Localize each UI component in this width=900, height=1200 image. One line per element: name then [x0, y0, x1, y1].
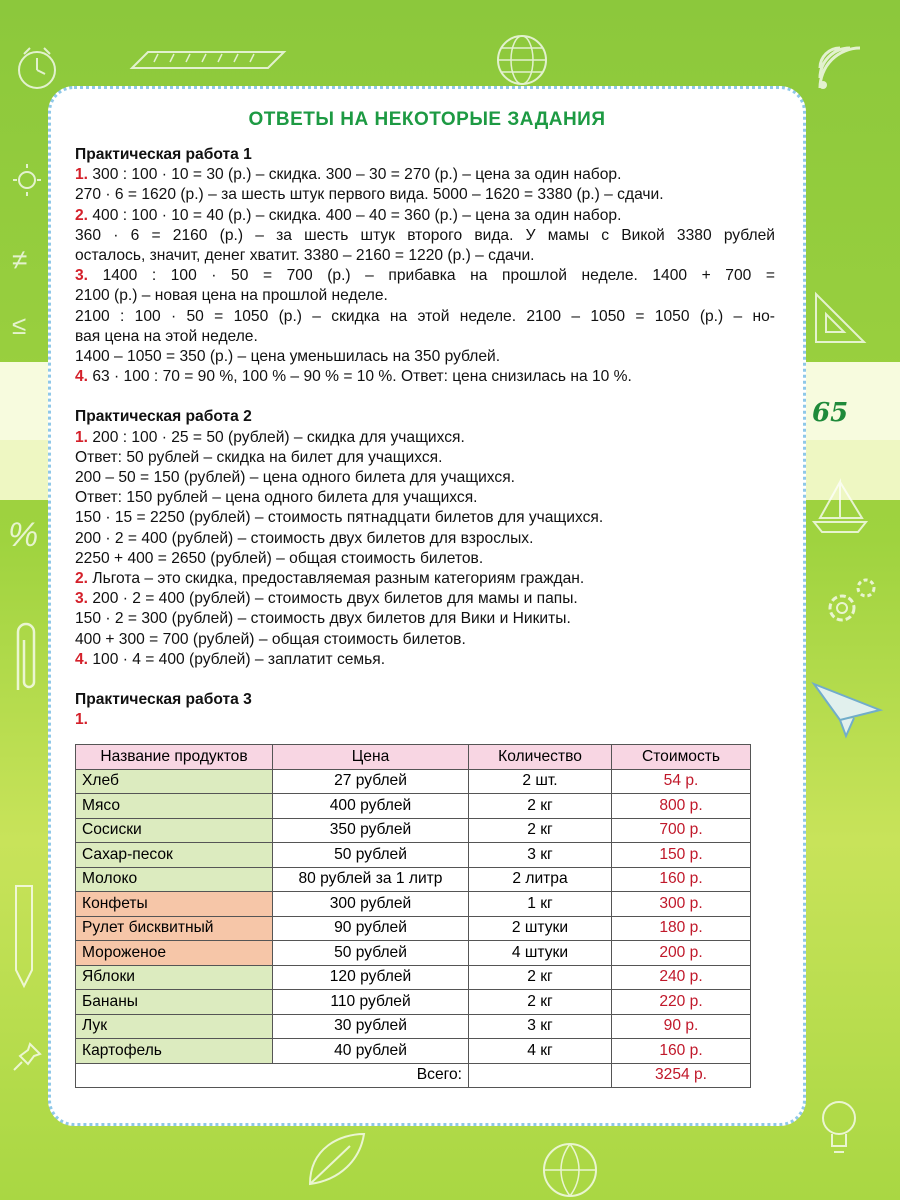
answer-line	[75, 165, 775, 185]
price-cell: 80 рублей за 1 литр	[273, 867, 469, 892]
quantity-cell: 2 кг	[469, 990, 612, 1015]
total-value: 3254 р.	[612, 1063, 751, 1088]
price-cell: 50 рублей	[273, 941, 469, 966]
header-cost: Стоимость	[612, 745, 751, 770]
answer-line	[75, 185, 775, 205]
answer-line	[75, 529, 775, 549]
cost-cell: 180 р.	[612, 916, 751, 941]
quantity-cell: 1 кг	[469, 892, 612, 917]
product-name-cell: Конфеты	[76, 892, 273, 917]
answer-line	[75, 307, 775, 327]
answer-text: 400 : 100 · 10 = 40 (р.) – скидка. 400 – 40 = 360 (р.) – цена за один набор.	[88, 206, 622, 224]
answer-text: 400 + 300 = 700 (рублей) – общая стоимость билетов.	[75, 630, 466, 648]
triangle-icon	[810, 288, 870, 348]
cost-cell: 220 р.	[612, 990, 751, 1015]
answer-text: 270 · 6 = 1620 (р.) – за шесть штук первого вида. 5000 – 1620 = 3380 (р.) – сдачи.	[75, 186, 664, 204]
answer-text: 2100 : 100 · 50 = 1050 (р.) – скидка на этой неделе. 2100 – 1050 = 1050 (р.) – но-	[75, 307, 775, 325]
not-equal-symbol: ≠	[12, 244, 28, 275]
answer-text: 100 · 4 = 400 (рублей) – заплатит семья.	[88, 650, 386, 668]
quantity-cell: 2 шт.	[469, 769, 612, 794]
answer-line	[75, 569, 775, 589]
answer-line	[75, 508, 775, 528]
price-cell: 30 рублей	[273, 1014, 469, 1039]
table-row	[76, 892, 751, 917]
product-name-cell: Сахар-песок	[76, 843, 273, 868]
percent-symbol: %	[8, 516, 39, 554]
quantity-cell: 2 литра	[469, 867, 612, 892]
answer-line	[75, 327, 775, 347]
price-cell: 300 рублей	[273, 892, 469, 917]
task-number: 4.	[75, 368, 89, 386]
cost-cell: 90 р.	[612, 1014, 751, 1039]
table-header-row	[76, 745, 751, 770]
wifi-icon	[812, 40, 868, 96]
product-name-cell: Сосиски	[76, 818, 273, 843]
answer-text: Льгота – это скидка, предоставляемая разным категориям граждан.	[88, 570, 585, 588]
section-title: Практическая работа 2	[75, 408, 252, 426]
quantity-cell: 2 штуки	[469, 916, 612, 941]
page-number: 65	[812, 398, 849, 428]
paper-plane-icon	[810, 680, 884, 740]
answer-text: 360 · 6 = 2160 (р.) – за шесть штук второго вида. У мамы с Викой 3380 рублей	[75, 226, 775, 244]
answer-text: 2100 (р.) – новая цена на прошлой неделе.	[75, 287, 388, 305]
product-name-cell: Бананы	[76, 990, 273, 1015]
quantity-cell: 3 кг	[469, 843, 612, 868]
answer-text: 1400 : 100 · 50 = 700 (р.) – прибавка на прошлой неделе. 1400 + 700 =	[88, 267, 775, 285]
answer-text: осталось, значит, денег хватит. 3380 – 2160 = 1220 (р.) – сдачи.	[75, 247, 535, 265]
less-equal-symbol: ≤	[12, 310, 27, 340]
task-number: 1.	[75, 711, 89, 729]
gear-icon	[818, 572, 882, 636]
answer-text: 200 : 100 · 25 = 50 (рублей) – скидка для учащихся.	[88, 428, 465, 446]
price-cell: 120 рублей	[273, 965, 469, 990]
cost-cell: 54 р.	[612, 769, 751, 794]
answer-text: Ответ: 150 рублей – цена одного билета для учащихся.	[75, 489, 478, 507]
answer-line	[75, 609, 775, 629]
table-row	[76, 941, 751, 966]
answer-line	[75, 468, 775, 488]
table-row	[76, 794, 751, 819]
answer-text: 200 · 2 = 400 (рублей) – стоимость двух билетов для мамы и папы.	[88, 590, 578, 608]
table-row	[76, 867, 751, 892]
answer-line	[75, 650, 775, 670]
boat-icon	[808, 478, 872, 538]
answer-line	[75, 266, 775, 286]
sun-icon	[10, 160, 44, 200]
price-cell: 110 рублей	[273, 990, 469, 1015]
table-total-row	[76, 1063, 751, 1088]
globe-icon	[494, 32, 550, 88]
answer-line	[75, 549, 775, 569]
price-cell: 90 рублей	[273, 916, 469, 941]
product-name-cell: Рулет бисквитный	[76, 916, 273, 941]
price-cell: 40 рублей	[273, 1039, 469, 1064]
cost-cell: 160 р.	[612, 1039, 751, 1064]
answers-content	[75, 145, 775, 730]
price-cell: 27 рублей	[273, 769, 469, 794]
pushpin-icon	[10, 1040, 44, 1074]
cost-cell: 160 р.	[612, 867, 751, 892]
section-gap	[75, 670, 775, 690]
table-body	[76, 769, 751, 1063]
task-number: 1.	[75, 166, 89, 184]
answer-line	[75, 448, 775, 468]
products-table	[75, 744, 751, 1088]
ruler-icon	[128, 48, 288, 74]
section-title: Практическая работа 3	[75, 691, 252, 709]
task-number: 1.	[75, 428, 89, 446]
answer-text: 300 : 100 · 10 = 30 (р.) – скидка. 300 – 30 = 270 (р.) – цена за один набор.	[88, 166, 622, 184]
answer-line	[75, 246, 775, 266]
answer-line	[75, 226, 775, 246]
lightbulb-icon	[814, 1094, 864, 1160]
product-name-cell: Яблоки	[76, 965, 273, 990]
leaf-icon	[300, 1128, 370, 1188]
ball-icon	[540, 1140, 600, 1200]
table-row	[76, 818, 751, 843]
product-name-cell: Мясо	[76, 794, 273, 819]
section-title: Практическая работа 1	[75, 146, 252, 163]
section-gap	[75, 387, 775, 407]
header-price: Цена	[273, 745, 469, 770]
task-number: 3.	[75, 267, 89, 285]
product-name-cell: Мороженое	[76, 941, 273, 966]
answer-line	[75, 206, 775, 226]
answer-text: 200 · 2 = 400 (рублей) – стоимость двух билетов для взрослых.	[75, 529, 534, 547]
cost-cell: 240 р.	[612, 965, 751, 990]
answer-line	[75, 630, 775, 650]
answer-text: 150 · 15 = 2250 (рублей) – стоимость пятнадцати билетов для учащихся.	[75, 509, 604, 527]
answer-text: вая цена на этой неделе.	[75, 327, 258, 345]
price-cell: 50 рублей	[273, 843, 469, 868]
pencil-icon	[6, 880, 42, 990]
answer-text: Ответ: 50 рублей – скидка на билет для учащихся.	[75, 448, 443, 466]
cost-cell: 150 р.	[612, 843, 751, 868]
price-cell: 350 рублей	[273, 818, 469, 843]
quantity-cell: 4 штуки	[469, 941, 612, 966]
task-number: 2.	[75, 570, 89, 588]
task-number: 4.	[75, 650, 89, 668]
quantity-cell: 2 кг	[469, 794, 612, 819]
table-row	[76, 843, 751, 868]
table-row	[76, 916, 751, 941]
answer-text: 63 · 100 : 70 = 90 %, 100 % – 90 % = 10 %. Ответ: цена снизилась на 10 %.	[88, 368, 632, 386]
product-name-cell: Молоко	[76, 867, 273, 892]
answer-line	[75, 488, 775, 508]
table-row	[76, 1039, 751, 1064]
quantity-cell: 2 кг	[469, 818, 612, 843]
table-row	[76, 990, 751, 1015]
header-name: Название продуктов	[76, 745, 273, 770]
quantity-cell: 3 кг	[469, 1014, 612, 1039]
cost-cell: 300 р.	[612, 892, 751, 917]
product-name-cell: Картофель	[76, 1039, 273, 1064]
answer-text: 2250 + 400 = 2650 (рублей) – общая стоимость билетов.	[75, 549, 484, 567]
cost-cell: 800 р.	[612, 794, 751, 819]
price-cell: 400 рублей	[273, 794, 469, 819]
table-row	[76, 769, 751, 794]
answer-line	[75, 589, 775, 609]
answer-line	[75, 347, 775, 367]
table-row	[76, 1014, 751, 1039]
total-empty-cell	[469, 1063, 612, 1088]
task-number: 3.	[75, 590, 89, 608]
answers-card	[48, 86, 806, 1126]
answer-text: 1400 – 1050 = 350 (р.) – цена уменьшилась на 350 рублей.	[75, 348, 501, 366]
cost-cell: 200 р.	[612, 941, 751, 966]
paperclip-icon	[8, 620, 38, 700]
answer-text: 150 · 2 = 300 (рублей) – стоимость двух билетов для Вики и Никиты.	[75, 610, 571, 628]
header-quantity: Количество	[469, 745, 612, 770]
clock-icon	[14, 40, 60, 100]
product-name-cell: Хлеб	[76, 769, 273, 794]
total-label: Всего:	[76, 1063, 469, 1088]
quantity-cell: 4 кг	[469, 1039, 612, 1064]
page-heading: ОТВЕТЫ НА НЕКОТОРЫЕ ЗАДАНИЯ	[248, 109, 606, 130]
task-number: 2.	[75, 206, 89, 224]
answer-text: 200 – 50 = 150 (рублей) – цена одного билета для учащихся.	[75, 469, 516, 487]
quantity-cell: 2 кг	[469, 965, 612, 990]
answer-line	[75, 286, 775, 306]
product-name-cell: Лук	[76, 1014, 273, 1039]
answer-line	[75, 428, 775, 448]
cost-cell: 700 р.	[612, 818, 751, 843]
answer-line	[75, 367, 775, 387]
table-row	[76, 965, 751, 990]
